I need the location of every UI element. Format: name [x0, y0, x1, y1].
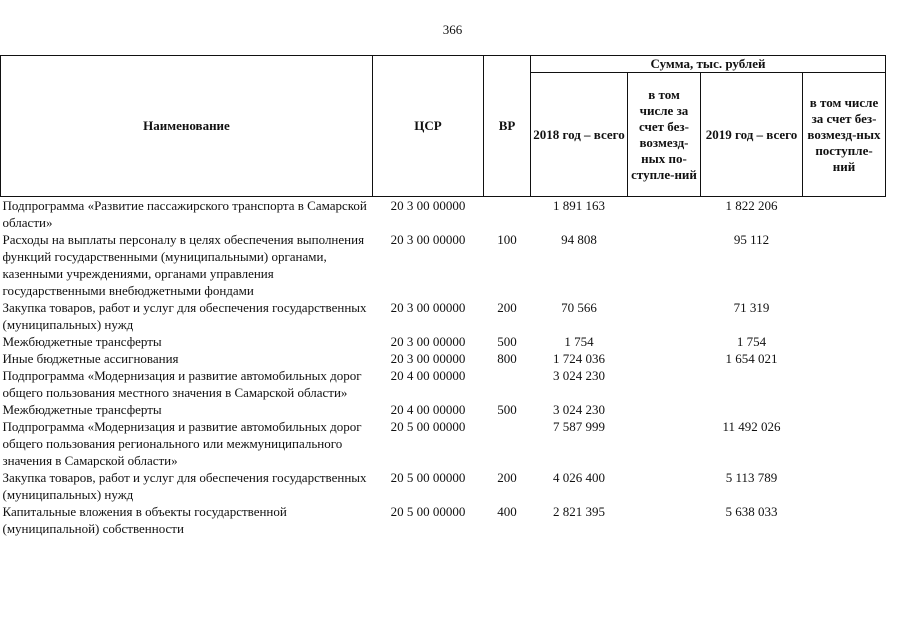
row-vr: 500	[497, 334, 517, 349]
header-vr: ВР	[484, 56, 531, 197]
row-2018-free	[628, 333, 701, 350]
row-vr	[484, 367, 531, 401]
table-body	[1, 197, 886, 538]
table-row	[1, 503, 886, 537]
row-2019-total: 95 112	[733, 232, 770, 247]
row-csr: 20 5 00 00000	[390, 504, 466, 519]
header-2018-free: в том числе за счет без-возмезд-ных по-ступле-ний	[628, 73, 701, 197]
table-row	[1, 333, 886, 350]
table-row	[1, 350, 886, 367]
row-2019-free	[803, 401, 886, 418]
row-2019-free	[803, 469, 886, 503]
page-number: 366	[442, 22, 463, 37]
table-row	[1, 299, 886, 333]
row-2019-free	[803, 418, 886, 469]
row-2019-total: 11 492 026	[722, 419, 781, 434]
row-vr: 800	[497, 351, 517, 366]
row-2018-free	[628, 231, 701, 299]
header-2019-free: в том числе за счет без-возмезд-ных поступле-ний	[803, 73, 886, 197]
row-csr: 20 5 00 00000	[390, 419, 466, 434]
row-vr	[484, 418, 531, 469]
row-2019-total: 5 638 033	[725, 504, 778, 519]
row-2018-total: 4 026 400	[553, 470, 605, 485]
row-2018-total: 7 587 999	[553, 419, 605, 434]
row-name: Подпрограмма «Развитие пассажирского транспорта в Самарской области»	[2, 198, 367, 230]
row-2018-free	[628, 418, 701, 469]
row-vr	[484, 197, 531, 232]
row-2019-total: 1 822 206	[725, 198, 778, 213]
row-csr: 20 3 00 00000	[390, 198, 466, 213]
row-2019-free	[803, 333, 886, 350]
row-2018-total: 1 724 036	[553, 351, 605, 366]
budget-table	[0, 55, 886, 537]
row-vr: 500	[497, 402, 517, 417]
row-2018-total: 1 754	[564, 334, 594, 349]
row-csr: 20 3 00 00000	[390, 351, 466, 366]
header-sum-group: Сумма, тыс. рублей	[531, 56, 886, 73]
table-row	[1, 197, 886, 232]
row-name: Подпрограмма «Модернизация и развитие автомобильных дорог общего пользования местного значения в Самарской области»	[2, 368, 362, 400]
row-csr: 20 5 00 00000	[390, 470, 466, 485]
row-vr: 200	[497, 300, 517, 315]
row-2019-free	[803, 231, 886, 299]
row-2018-total: 94 808	[561, 232, 597, 247]
header-name: Наименование	[1, 56, 373, 197]
row-2018-total: 3 024 230	[553, 368, 605, 383]
row-name: Иные бюджетные ассигнования	[2, 351, 179, 366]
row-csr: 20 3 00 00000	[390, 232, 466, 247]
row-name: Межбюджетные трансферты	[2, 402, 162, 417]
row-2019-free	[803, 350, 886, 367]
row-2018-free	[628, 299, 701, 333]
table-row	[1, 367, 886, 401]
row-csr: 20 3 00 00000	[390, 334, 466, 349]
row-name: Закупка товаров, работ и услуг для обеспечения государственных (муниципальных) нужд	[2, 470, 367, 502]
row-2018-total: 3 024 230	[553, 402, 605, 417]
table-row	[1, 231, 886, 299]
row-vr: 100	[497, 232, 517, 247]
header-2019-total: 2019 год – всего	[701, 73, 803, 197]
row-2018-total: 1 891 163	[553, 198, 605, 213]
row-2019-total	[701, 401, 803, 418]
row-2019-total: 1 754	[736, 334, 767, 349]
row-2018-free	[628, 469, 701, 503]
table-row	[1, 469, 886, 503]
row-name: Межбюджетные трансферты	[2, 334, 162, 349]
row-2019-free	[803, 503, 886, 537]
row-name: Капитальные вложения в объекты государственной (муниципальной) собственности	[2, 504, 287, 536]
row-csr: 20 3 00 00000	[390, 300, 466, 315]
header-2018-total: 2018 год – всего	[531, 73, 628, 197]
row-2018-total: 2 821 395	[553, 504, 605, 519]
row-2018-free	[628, 197, 701, 232]
row-2018-free	[628, 401, 701, 418]
row-2018-free	[628, 503, 701, 537]
row-2019-free	[803, 367, 886, 401]
row-2019-free	[803, 197, 886, 232]
row-2019-free	[803, 299, 886, 333]
row-vr: 400	[497, 504, 517, 519]
row-2019-total: 1 654 021	[725, 351, 778, 366]
row-2018-free	[628, 367, 701, 401]
row-2018-free	[628, 350, 701, 367]
row-csr: 20 4 00 00000	[390, 368, 466, 383]
row-name: Расходы на выплаты персоналу в целях обеспечения выполнения функций государственными (муниципальными) органами, казенными учреждениями, органами управления государственными внебюджетными фондами	[2, 232, 365, 298]
row-name: Закупка товаров, работ и услуг для обеспечения государственных (муниципальных) нужд	[2, 300, 367, 332]
row-csr: 20 4 00 00000	[390, 402, 466, 417]
row-2018-total: 70 566	[561, 300, 597, 315]
table-row	[1, 401, 886, 418]
row-2019-total	[701, 367, 803, 401]
row-vr: 200	[497, 470, 517, 485]
row-2019-total: 71 319	[733, 300, 770, 315]
table-header	[1, 56, 886, 197]
row-2019-total: 5 113 789	[725, 470, 778, 485]
table-row	[1, 418, 886, 469]
header-csr: ЦСР	[373, 56, 484, 197]
row-name: Подпрограмма «Модернизация и развитие автомобильных дорог общего пользования регионального или межмуниципального значения в Самарской области»	[2, 419, 362, 468]
